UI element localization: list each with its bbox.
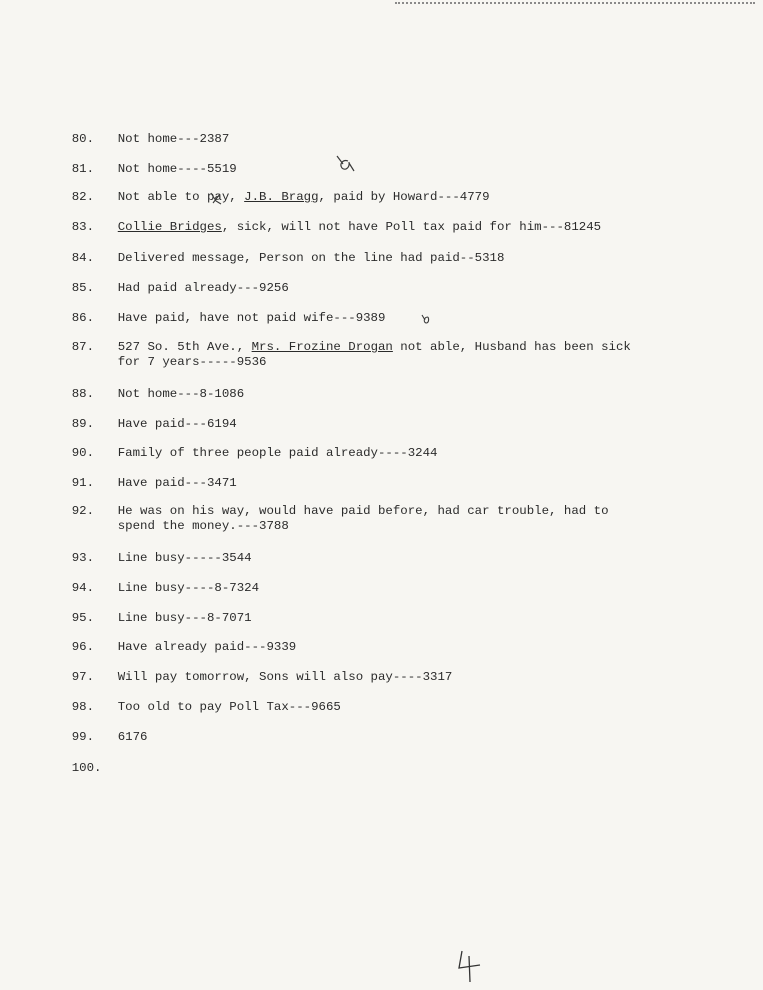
- entry-number: 95.: [71, 611, 95, 625]
- handwritten-check-mark: [334, 153, 358, 175]
- entry-number: 96.: [71, 640, 95, 654]
- entry-number: 98.: [71, 700, 95, 714]
- handwritten-page-number: [452, 948, 486, 984]
- entry-text: Line busy----8-7324: [117, 581, 260, 595]
- entry-number: 100.: [71, 761, 102, 775]
- entry-number: 88.: [71, 387, 95, 401]
- entry-text: Not home----5519: [117, 162, 237, 176]
- entry-text: Have paid, have not paid wife---9389: [117, 311, 386, 325]
- entry-text: Too old to pay Poll Tax---9665: [117, 700, 341, 714]
- entry-continuation: for 7 years-----9536: [117, 355, 267, 369]
- entry-text: 527 So. 5th Ave.,: [117, 340, 252, 354]
- entry-text: Line busy-----3544: [117, 551, 252, 565]
- entry-number: 87.: [71, 340, 95, 354]
- list-item: [42, 746, 118, 791]
- entry-continuation: spend the money.---3788: [117, 519, 289, 533]
- entry-text: Not home---2387: [117, 132, 230, 146]
- underlined-name: J.B. Bragg: [244, 190, 319, 204]
- entry-number: 85.: [71, 281, 95, 295]
- entry-number: 90.: [71, 446, 95, 460]
- entry-text: , paid by Howard---4779: [318, 190, 490, 204]
- entry-number: 99.: [71, 730, 95, 744]
- entry-text: Have already paid---9339: [117, 640, 297, 654]
- entry-text: 6176: [117, 730, 148, 744]
- entry-number: 97.: [71, 670, 95, 684]
- entry-number: 82.: [71, 190, 95, 204]
- entry-text: Line busy---8-7071: [117, 611, 252, 625]
- entry-text: Have paid---6194: [117, 417, 237, 431]
- entry-text: not able, Husband has been sick: [392, 340, 631, 354]
- entry-number: 89.: [71, 417, 95, 431]
- entry-number: 93.: [71, 551, 95, 565]
- underlined-name: Collie Bridges: [117, 220, 222, 234]
- entry-number: 80.: [71, 132, 95, 146]
- entry-number: 83.: [71, 220, 95, 234]
- handwritten-check-mark: [208, 191, 224, 207]
- entry-text: Had paid already---9256: [117, 281, 289, 295]
- entry-number: 94.: [71, 581, 95, 595]
- entry-text: , sick, will not have Poll tax paid for him---81245: [221, 220, 602, 234]
- entry-text: Not able to pay,: [117, 190, 245, 204]
- entry-text: Not home---8-1086: [117, 387, 245, 401]
- handwritten-check-mark: [419, 313, 433, 329]
- entry-text: Have paid---3471: [117, 476, 237, 490]
- entry-number: 81.: [71, 162, 95, 176]
- entry-text: Delivered message, Person on the line had paid--5318: [117, 251, 505, 265]
- entry-number: 84.: [71, 251, 95, 265]
- entry-text: He was on his way, would have paid before, had car trouble, had to: [117, 504, 609, 518]
- entry-number: 91.: [71, 476, 95, 490]
- entry-text: Will pay tomorrow, Sons will also pay----3317: [117, 670, 453, 684]
- entry-text: Family of three people paid already----3244: [117, 446, 438, 460]
- entry-number: 92.: [71, 504, 95, 518]
- underlined-name: Mrs. Frozine Drogan: [251, 340, 393, 354]
- entry-number: 86.: [71, 311, 95, 325]
